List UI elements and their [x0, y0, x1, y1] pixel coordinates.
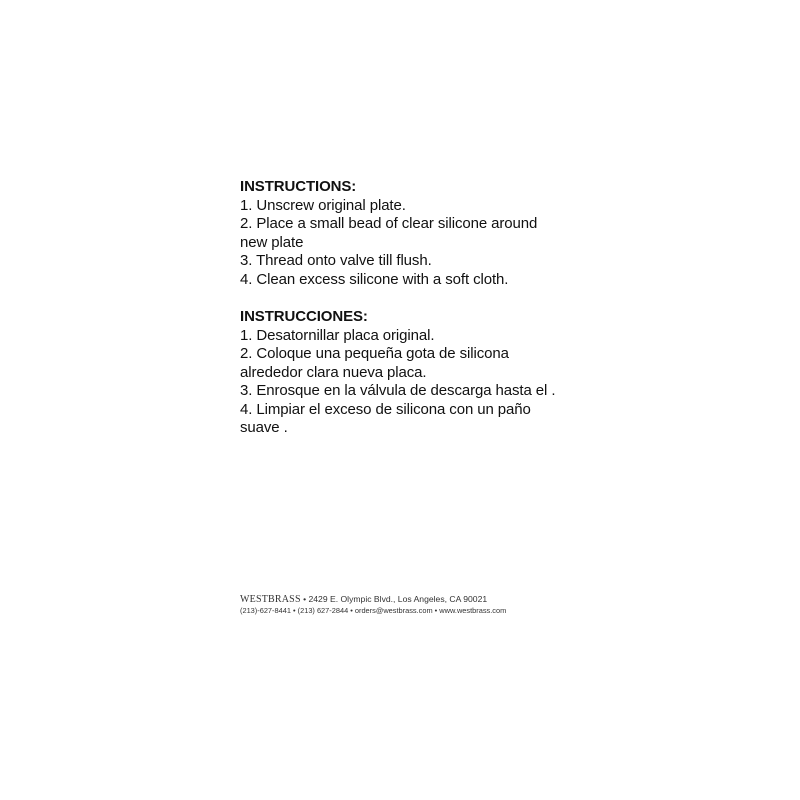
- brand-name: WESTBRASS: [240, 594, 301, 605]
- spanish-step: suave .: [240, 419, 288, 436]
- english-step: new plate: [240, 233, 304, 251]
- instructions-block: [240, 178, 570, 438]
- footer-contact-line: (213)-627-8441 • (213) 627-2844 • orders@westbrass.com • www.westbrass.com: [240, 606, 507, 615]
- english-instructions-section: [240, 178, 570, 289]
- spanish-step: 2. Coloque una pequeña gota de silicona: [240, 345, 509, 362]
- spanish-step: alrededor clara nueva placa.: [240, 363, 427, 381]
- spanish-steps-list: [240, 327, 570, 438]
- english-step: 1. Unscrew original plate.: [240, 196, 406, 214]
- spanish-instructions-title: INSTRUCCIONES:: [240, 308, 368, 325]
- company-footer: [240, 593, 560, 616]
- footer-address-line: [240, 593, 560, 606]
- english-step: 3. Thread onto valve till flush.: [240, 252, 432, 269]
- spanish-instructions-section: [240, 308, 570, 438]
- english-step: 2. Place a small bead of clear silicone around: [240, 215, 538, 232]
- english-steps-list: [240, 197, 570, 290]
- english-instructions-title: INSTRUCTIONS:: [240, 178, 357, 195]
- english-step: 4. Clean excess silicone with a soft cloth.: [240, 270, 509, 288]
- spanish-step: 4. Limpiar el exceso de silicona con un paño: [240, 400, 531, 418]
- company-address: • 2429 E. Olympic Blvd., Los Angeles, CA 90021: [300, 594, 488, 604]
- spanish-step: 1. Desatornillar placa original.: [240, 326, 435, 344]
- spanish-step: 3. Enrosque en la válvula de descarga hasta el .: [240, 382, 556, 399]
